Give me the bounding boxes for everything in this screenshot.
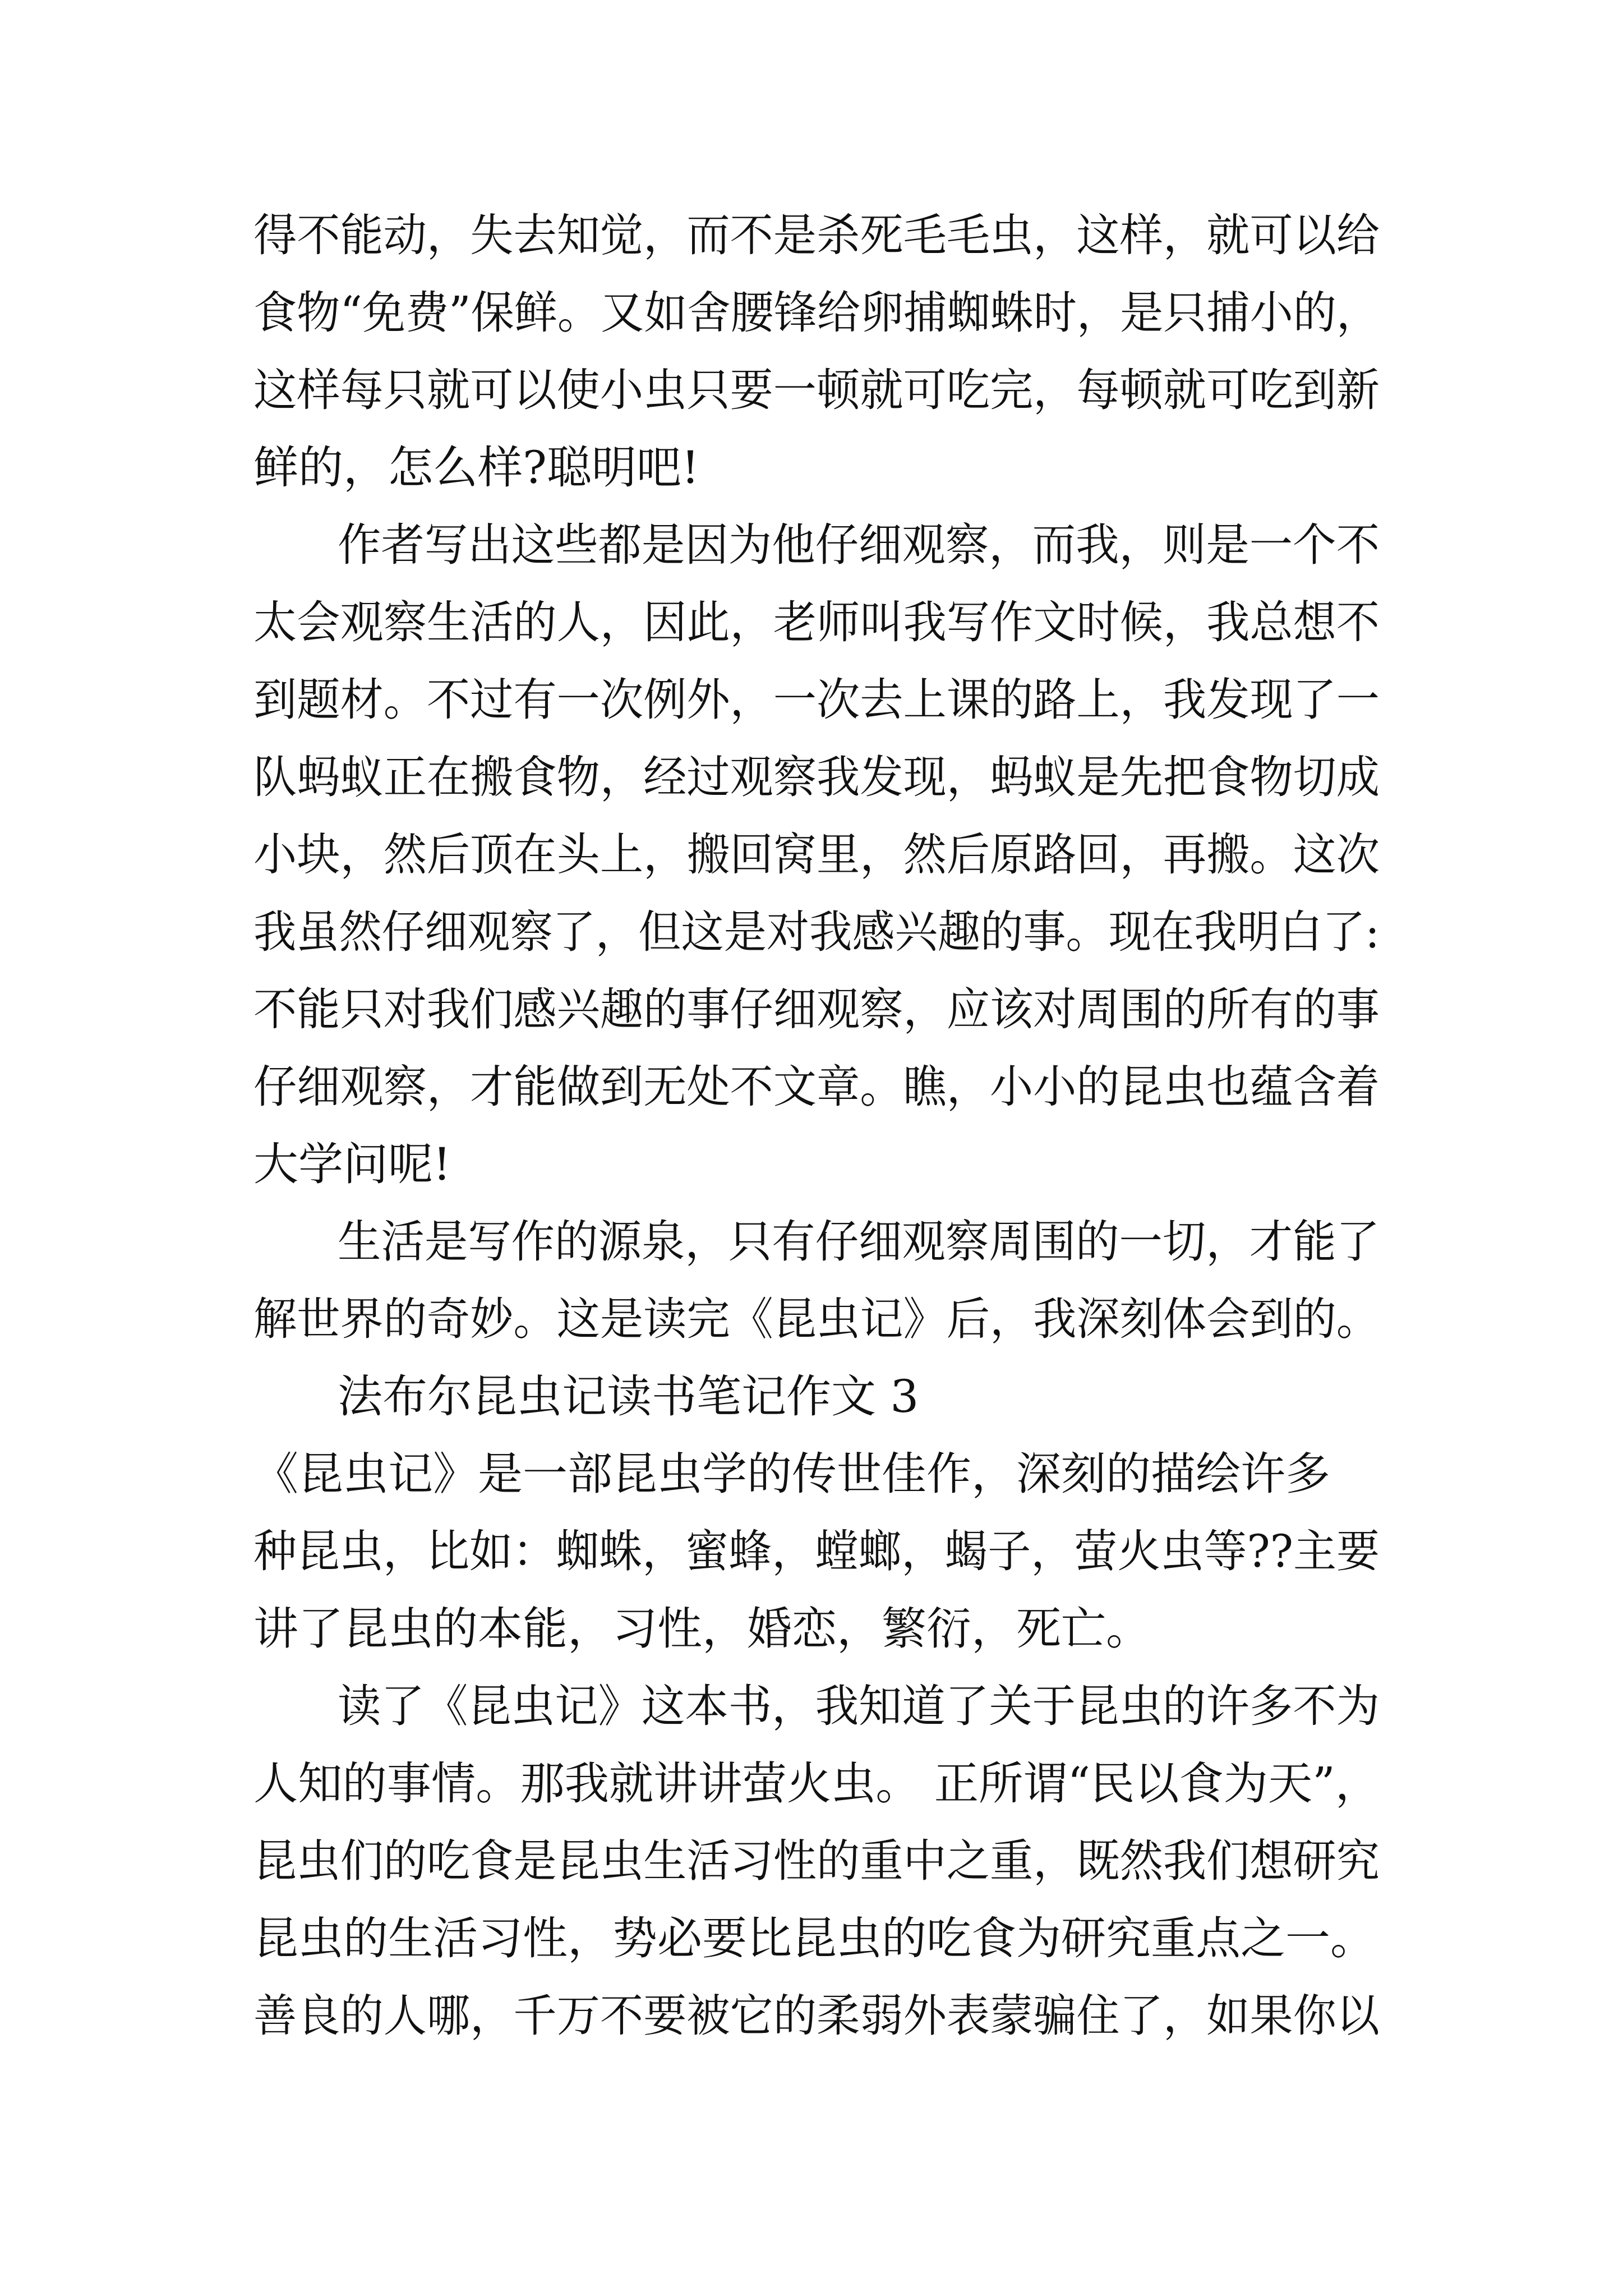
text-line: 这样每只就可以使小虫只要一顿就可吃完，每顿就可吃到新 (253, 364, 1380, 416)
text-line: 我虽然仔细观察了，但这是对我感兴趣的事。现在我明白了: (253, 906, 1380, 958)
text-line: 昆虫们的吃食是昆虫生活习性的重中之重，既然我们想研究 (253, 1835, 1380, 1887)
text-line: 生活是写作的源泉，只有仔细观察周围的一切，才能了 (338, 1216, 1380, 1268)
text-line: 《昆虫记》是一部昆虫学的传世佳作，深刻的描绘许多 (253, 1448, 1330, 1500)
text-line: 大学问呢! (253, 1138, 451, 1190)
text-line: 人知的事情。那我就讲讲萤火虫。 正所谓“民以食为天”， (253, 1757, 1380, 1810)
text-line: 小块，然后顶在头上，搬回窝里，然后原路回，再搬。这次 (253, 829, 1380, 881)
text-line: 队蚂蚁正在搬食物，经过观察我发现，蚂蚁是先把食物切成 (253, 751, 1380, 803)
text-line: 作者写出这些都是因为他仔细观察，而我，则是一个不 (338, 519, 1380, 571)
section-heading: 法布尔昆虫记读书笔记作文 3 (338, 1370, 919, 1423)
text-line: 得不能动，失去知觉，而不是杀死毛毛虫，这样，就可以给 (253, 209, 1380, 261)
text-line: 食物“免费”保鲜。又如舍腰锋给卵捕蜘蛛时，是只捕小的， (253, 287, 1380, 339)
text-line: 仔细观察，才能做到无处不文章。瞧，小小的昆虫也蕴含着 (253, 1061, 1380, 1113)
text-line: 种昆虫，比如：蜘蛛，蜜蜂，螳螂，蝎子，萤火虫等??主要 (253, 1525, 1380, 1577)
text-line: 读了《昆虫记》这本书，我知道了关于昆虫的许多不为 (338, 1680, 1380, 1732)
text-line: 昆虫的生活习性，势必要比昆虫的吃食为研究重点之一。 (253, 1912, 1375, 1964)
text-line: 讲了昆虫的本能，习性，婚恋，繁衍，死亡。 (253, 1603, 1151, 1655)
text-line: 不能只对我们感兴趣的事仔细观察，应该对周围的所有的事 (253, 983, 1380, 1036)
text-line: 善良的人哪，千万不要被它的柔弱外表蒙骗住了，如果你以 (253, 1990, 1380, 2042)
text-line: 到题材。不过有一次例外，一次去上课的路上，我发现了一 (253, 674, 1380, 726)
text-line: 解世界的奇妙。这是读完《昆虫记》后，我深刻体会到的。 (253, 1293, 1380, 1345)
text-line: 太会观察生活的人，因此，老师叫我写作文时候，我总想不 (253, 596, 1380, 648)
text-line: 鲜的，怎么样?聪明吧! (253, 441, 700, 494)
